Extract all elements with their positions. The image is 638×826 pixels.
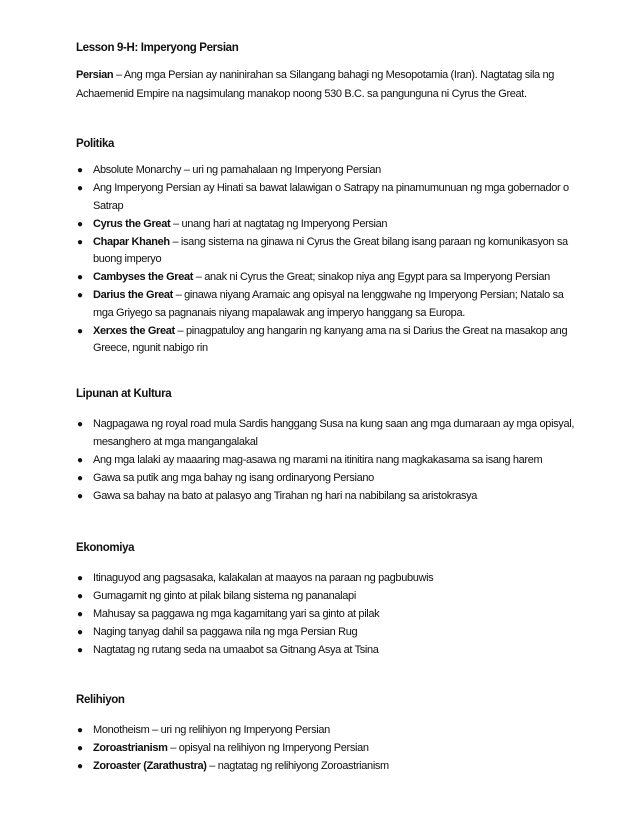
item-text: Monotheism – uri ng relihiyon ng Imperyong Persian [93,724,330,736]
list-item [76,234,586,269]
item-term: Zoroastrianism [93,742,168,754]
bullet-icon: ● [77,743,83,754]
ekonomiya-list [76,570,586,660]
bullet-icon: ● [77,290,83,301]
section-title-politika: Politika [76,138,115,150]
list-item [76,642,586,660]
section-title-relihiyon: Relihiyon [76,694,125,706]
item-term: Cyrus the Great [93,217,171,230]
bullet-icon: ● [77,165,83,176]
bullet-icon: ● [77,591,83,602]
bullet-icon: ● [77,183,83,194]
item-text: – anak ni Cyrus the Great; sinakop niya ang Egypt para sa Imperyong Persian [193,271,550,283]
bullet-icon: ● [77,761,83,772]
bullet-icon: ● [77,573,83,584]
item-text: – nagtatag ng relihiyong Zoroastrianism [206,760,389,772]
bullet-icon: ● [77,609,83,620]
list-item [76,323,586,358]
document-page [76,40,586,772]
item-text: Gawa sa putik ang mga bahay ng isang ordinaryong Persiano [93,471,374,484]
item-term: Xerxes the Great [93,324,175,337]
section-ekonomiya [76,540,586,660]
list-item [76,588,586,606]
lesson-title: Lesson 9-H: Imperyong Persian [76,42,239,54]
bullet-icon: ● [77,454,83,466]
list-item [76,269,586,287]
bullet-icon: ● [77,490,83,502]
item-text: Absolute Monarchy – uri ng pamahalaan ng Imperyong Persian [93,164,381,176]
item-text: Naging tanyag dahil sa paggawa nila ng mga Persian Rug [93,626,358,638]
section-politika [76,136,586,358]
item-term: Chapar Khaneh [93,235,170,248]
item-text: Gumagamit ng ginto at pilak bilang sistema ng pananalapi [93,590,356,602]
bullet-icon: ● [77,725,83,736]
list-item [76,180,586,215]
item-text: – isang sistema na ginawa ni Cyrus the Great bilang isang paraan ng komunikasyon sa buong imperyo [93,235,568,265]
item-text: Mahusay sa paggawa ng mga kagamitang yari sa ginto at pilak [93,608,380,620]
bullet-icon: ● [77,218,83,230]
item-text: Nagtatag ng rutang seda na umaabot sa Gitnang Asya at Tsina [93,644,379,656]
list-item [76,216,586,234]
item-text: – ginawa niyang Aramaic ang opisyal na lenggwahe ng Imperyong Persian; Natalo sa mga Griyego sa pagnanais niyang mapalawak ang imperyo hanggang sa Europa. [93,289,564,319]
bullet-icon: ● [77,236,83,248]
item-text: Itinaguyod ang pagsasaka, kalakalan at maayos na paraan ng pagbubuwis [93,572,434,584]
bullet-icon: ● [77,472,83,484]
list-item [76,488,586,506]
section-title-ekonomiya: Ekonomiya [76,542,135,554]
section-relihiyon [76,692,586,776]
item-term: Zoroaster (Zarathustra) [93,760,207,772]
bullet-icon: ● [77,272,83,283]
list-item [76,758,586,776]
item-text: Ang Imperyong Persian ay Hinati sa bawat lalawigan o Satrapy na pinamumunuan ng mga gobernador o Satrap [93,182,569,212]
lipunan-list [76,416,586,505]
list-item [76,416,586,451]
list-item [76,287,586,322]
section-title-lipunan: Lipunan at Kultura [76,388,172,400]
politika-list [76,162,586,358]
list-item [76,722,586,740]
item-text: Nagpagawa ng royal road mula Sardis hanggang Susa na kung saan ang mga dumaraan ay mga opisyal, mesanghero at mga mangangalakal [93,418,575,448]
item-text: – unang hari at nagtatag ng Imperyong Persian [170,217,388,230]
list-item [76,606,586,624]
list-item [76,470,586,488]
intro-term: Persian [76,69,114,81]
bullet-icon: ● [77,419,83,430]
list-item [76,452,586,470]
section-lipunan-at-kultura [76,386,586,506]
list-item [76,740,586,758]
item-text: Gawa sa bahay na bato at palasyo ang Tirahan ng hari na nabibilang sa aristokrasya [93,489,478,502]
list-item [76,624,586,642]
list-item [76,570,586,588]
bullet-icon: ● [77,645,83,656]
relihiyon-list [76,722,586,776]
intro-paragraph [76,66,586,104]
item-term: Cambyses the Great [93,271,194,283]
item-text: Ang mga lalaki ay maaaring mag-asawa ng marami na itinitira nang magkakasama sa isang harem [93,453,543,466]
item-text: – pinagpatuloy ang hangarin ng kanyang ama na si Darius the Great na masakop ang Greece, ngunit nabigo rin [93,324,568,354]
item-text: – opisyal na relihiyon ng Imperyong Persian [167,742,369,754]
list-item [76,162,586,180]
intro-text: – Ang mga Persian ay naninirahan sa Silangang bahagi ng Mesopotamia (Iran). Nagtatag sila ng Achaemenid Empire na nagsimulang manakop noong 530 B.C. sa pangunguna ni Cyrus the Great. [76,69,555,100]
bullet-icon: ● [77,627,83,638]
item-term: Darius the Great [93,289,173,301]
bullet-icon: ● [77,325,83,337]
